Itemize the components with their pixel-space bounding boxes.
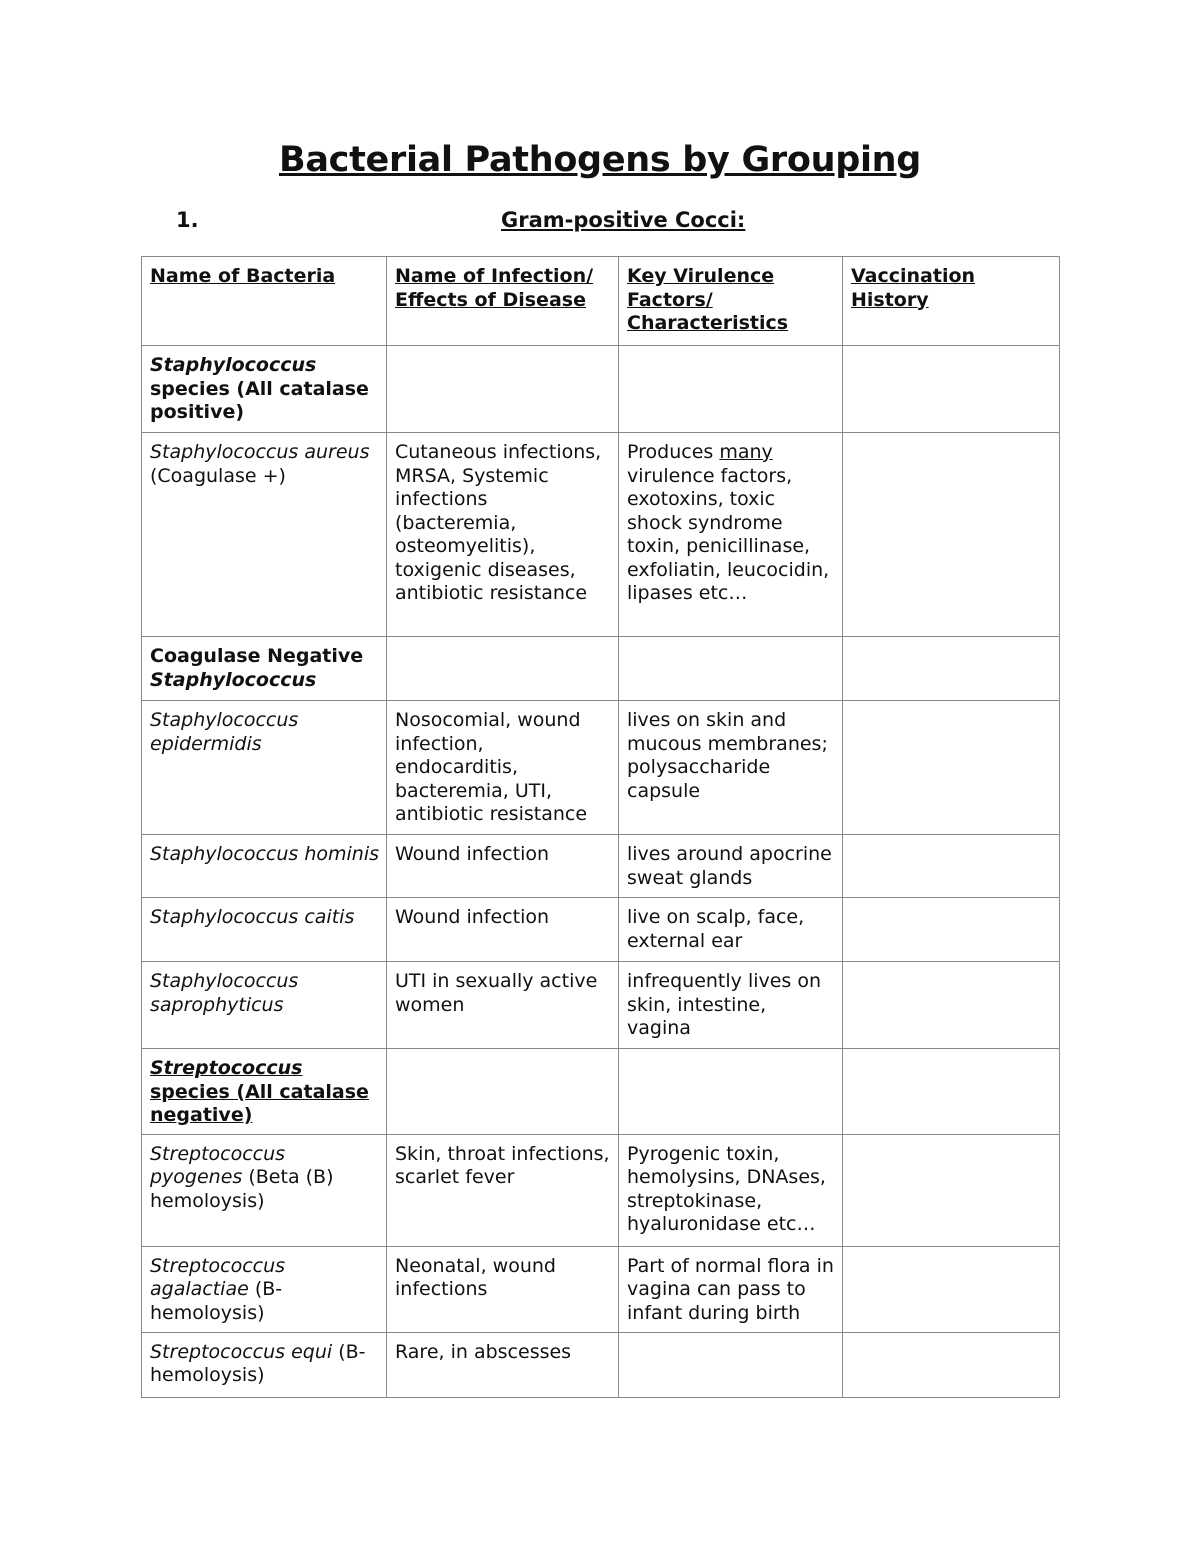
virulence-cell: infrequently lives on skin, intestine, vagina [619,962,843,1049]
group-label [142,346,387,433]
bacteria-name-cell: Staphylococcus hominis [142,835,387,898]
species-name: Streptococcus agalactiae [150,1254,286,1300]
infection-cell: Cutaneous infections, MRSA, Systemic infections (bacteremia, osteomyelitis), toxigenic diseases, antibiotic resistance [387,433,619,637]
bacteria-name-cell: Staphylococcus saprophyticus [142,962,387,1049]
table-row [142,962,1060,1049]
species-name: Streptococcus pyogenes [150,1142,286,1188]
species-note: (Beta (B) hemoloysis) [150,1166,334,1212]
virulence-emphasis: many [719,441,773,463]
vaccination-cell [843,1246,1060,1332]
vaccination-cell [843,835,1060,898]
species-note: (Coagulase +) [150,464,286,487]
empty-cell [619,1049,843,1135]
header-infection: Name of Infection/ Effects of Disease [387,257,619,346]
group-description: species (All catalase positive) [150,377,369,423]
empty-cell [843,346,1060,433]
virulence-cell [619,1332,843,1397]
table-row [142,835,1060,898]
vaccination-cell [843,1332,1060,1397]
species-name: Streptococcus equi [150,1340,333,1363]
header-name-of-bacteria: Name of Bacteria [142,257,387,346]
page-title: Bacterial Pathogens by Grouping [278,140,922,180]
group-row-coagulase-negative [142,637,1060,701]
header-virulence: Key Virulence Factors/ Characteristics [619,257,843,346]
infection-cell: Wound infection [387,898,619,962]
bacteria-name-cell [142,1332,387,1397]
empty-cell [843,1049,1060,1135]
group-description: Coagulase Negative [150,645,364,667]
infection-cell: Neonatal, wound infections [387,1246,619,1332]
infection-cell: Nosocomial, wound infection, endocarditis, bacteremia, UTI, antibiotic resistance [387,701,619,835]
genus-name: Staphylococcus [150,354,317,376]
group-label [142,637,387,701]
group-label [142,1049,387,1135]
table-row [142,1332,1060,1397]
empty-cell [619,637,843,701]
virulence-cell: lives on skin and mucous membranes; polysaccharide capsule [619,701,843,835]
species-note: (B-hemoloysis) [150,1340,366,1386]
species-note: (B-hemoloysis) [150,1278,283,1324]
bacteria-name-cell [142,1134,387,1246]
bacteria-name-cell [142,433,387,637]
infection-cell: Wound infection [387,835,619,898]
virulence-cell: Part of normal flora in vagina can pass to infant during birth [619,1246,843,1332]
vaccination-cell [843,898,1060,962]
vaccination-cell [843,962,1060,1049]
bacteria-name-cell: Staphylococcus epidermidis [142,701,387,835]
genus-name: Streptococcus [150,1057,303,1079]
virulence-text: virulence factors, exotoxins, toxic shock syndrome toxin, penicillinase, exfoliatin, leucocidin, lipases etc… [627,464,830,604]
group-description: species (All catalase negative) [150,1080,369,1126]
table-row [142,1246,1060,1332]
group-row-staphylococcus [142,346,1060,433]
section-title: Gram-positive Cocci: [501,208,746,232]
vaccination-cell [843,433,1060,637]
empty-cell [387,1049,619,1135]
bacteria-name-cell [142,1246,387,1332]
section-number: 1. [176,208,199,232]
vaccination-cell [843,1134,1060,1246]
infection-cell: UTI in sexually active women [387,962,619,1049]
infection-cell: Rare, in abscesses [387,1332,619,1397]
virulence-cell: live on scalp, face, external ear [619,898,843,962]
infection-cell: Skin, throat infections, scarlet fever [387,1134,619,1246]
vaccination-cell [843,701,1060,835]
empty-cell [387,637,619,701]
table-row [142,433,1060,637]
table-row [142,1134,1060,1246]
header-vaccination: Vaccination History [843,257,1060,346]
empty-cell [387,346,619,433]
empty-cell [843,637,1060,701]
table-row [142,701,1060,835]
virulence-text: Produces [627,441,720,463]
virulence-cell [619,433,843,637]
empty-cell [619,346,843,433]
header-row [142,257,1060,346]
virulence-cell: Pyrogenic toxin, hemolysins, DNAses, streptokinase, hyaluronidase etc… [619,1134,843,1246]
table-row [142,898,1060,962]
species-name: Staphylococcus aureus [150,441,370,463]
group-row-streptococcus [142,1049,1060,1135]
bacteria-name-cell: Staphylococcus caitis [142,898,387,962]
genus-name: Staphylococcus [150,668,317,691]
virulence-cell: lives around apocrine sweat glands [619,835,843,898]
pathogen-table [141,256,1060,1398]
